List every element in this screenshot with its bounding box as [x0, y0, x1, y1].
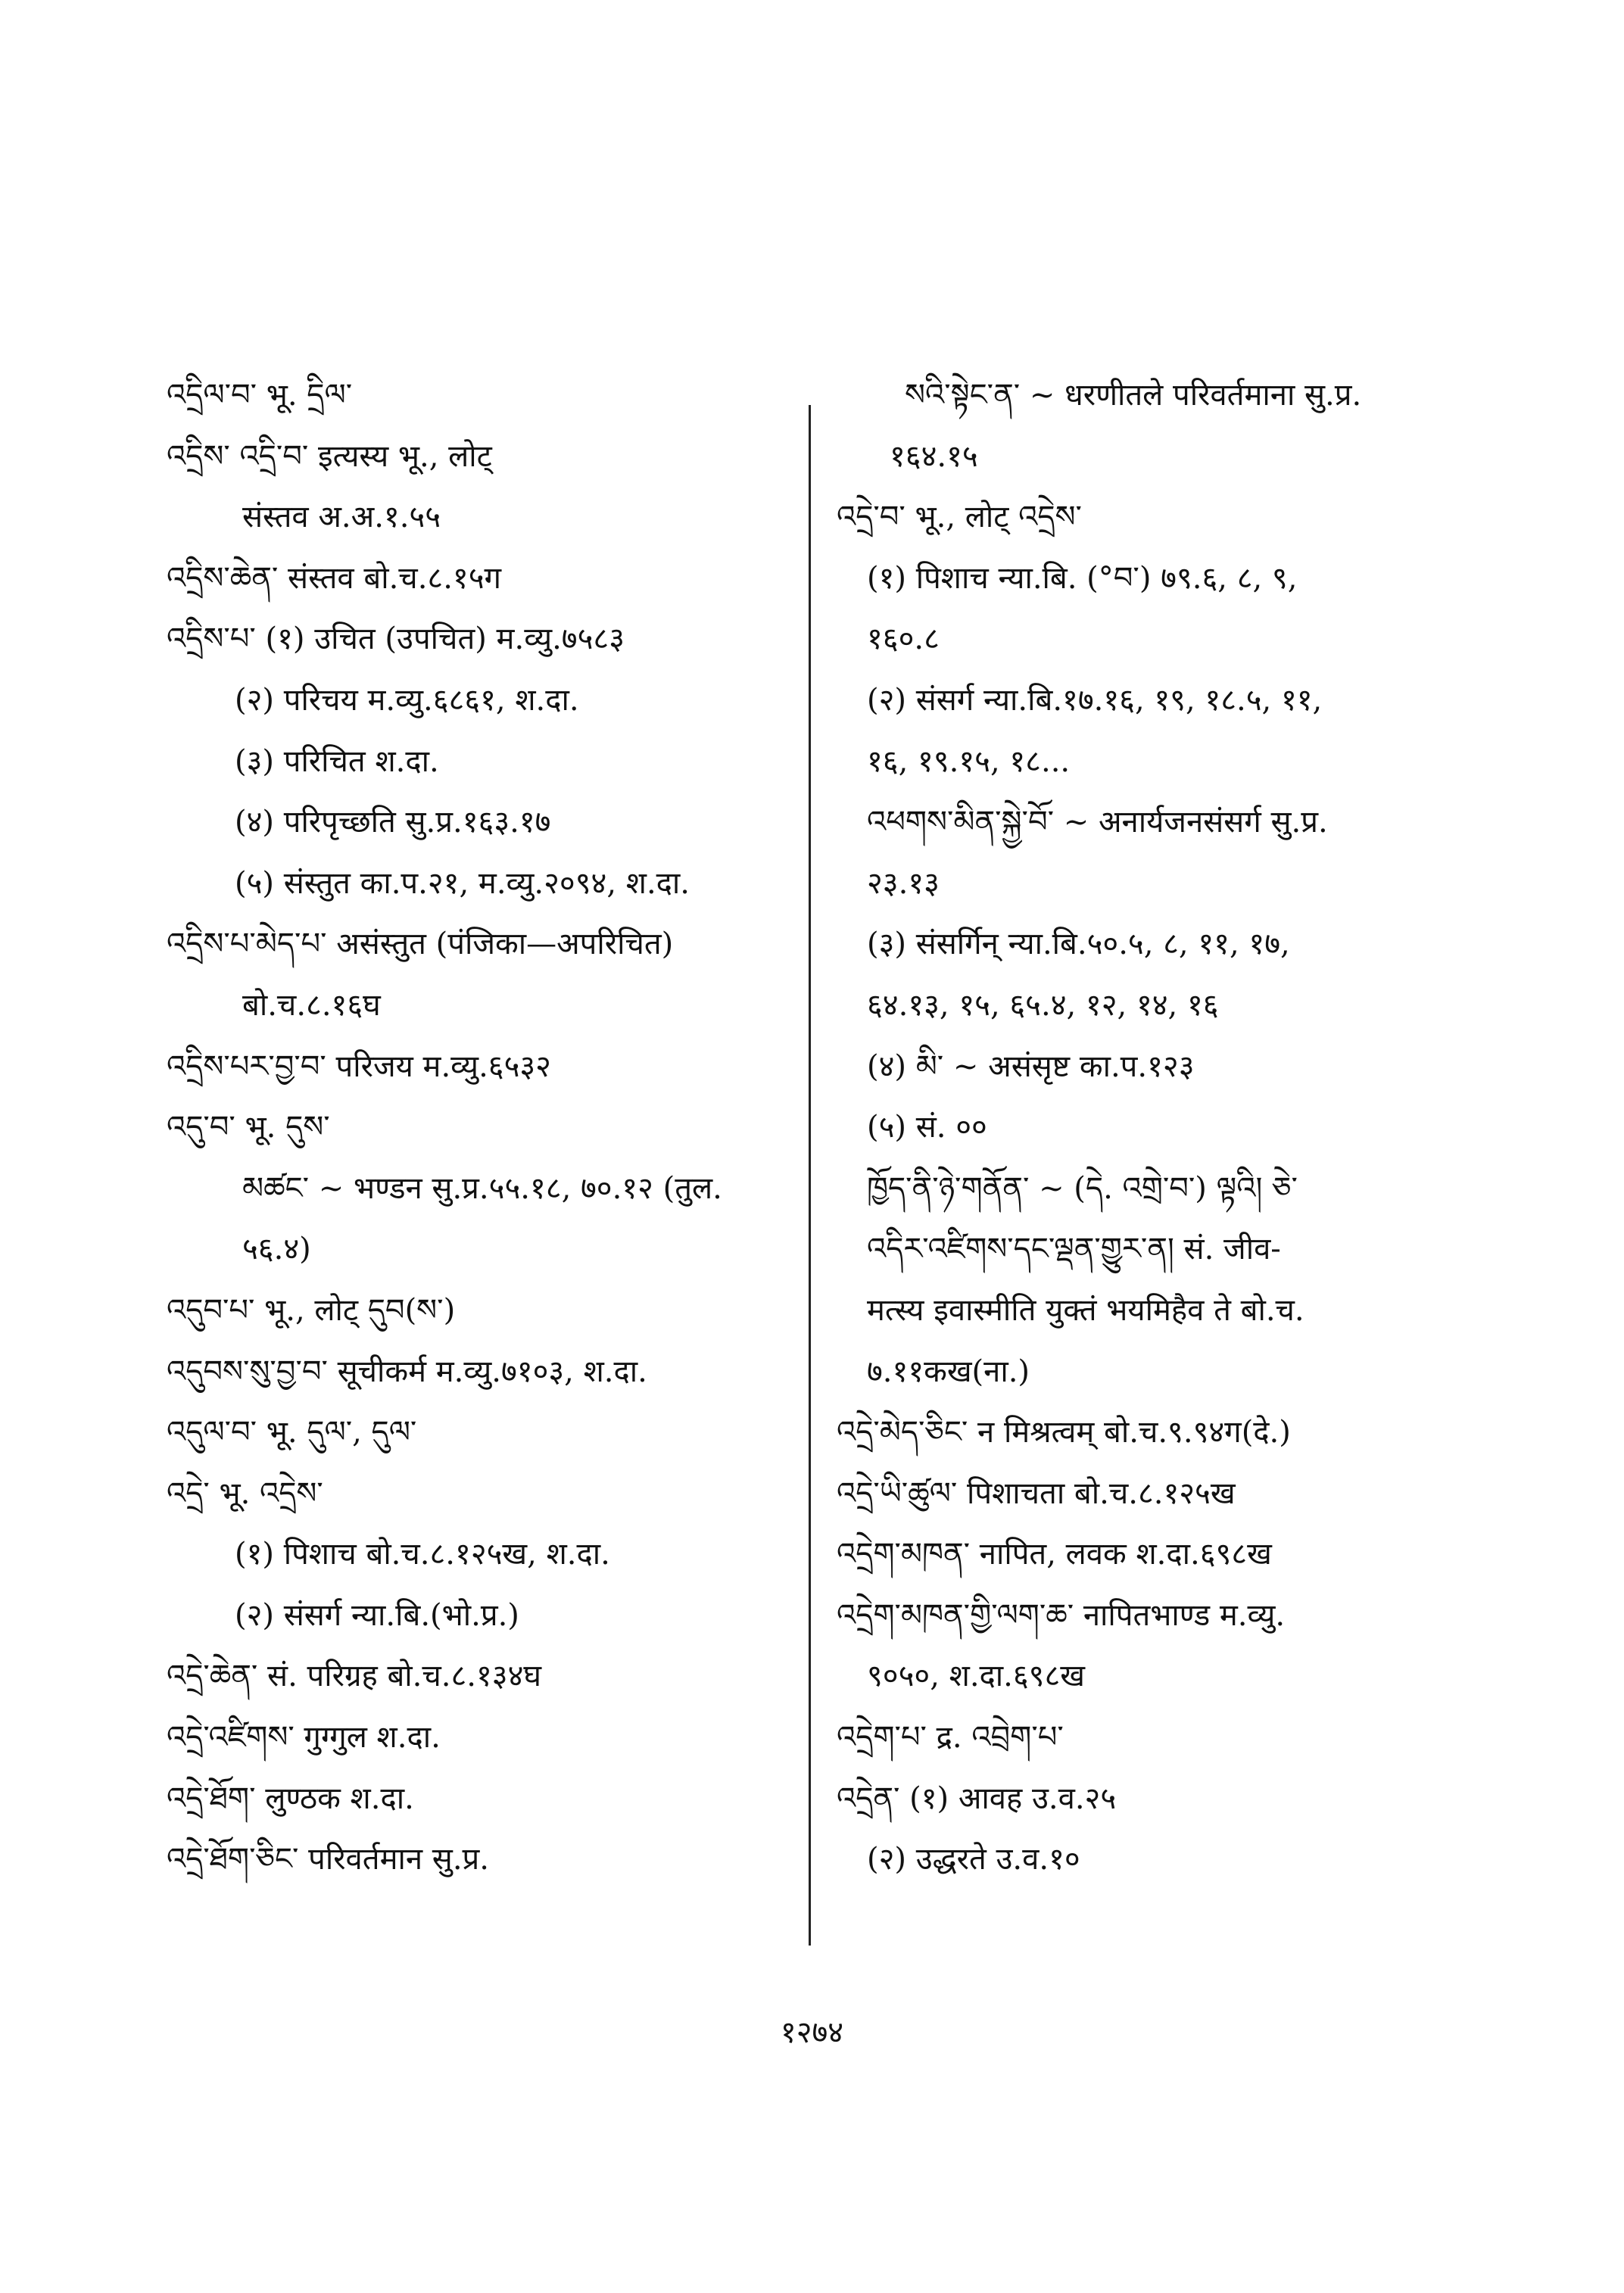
entry-line: (३) संसर्गिन् न्या.बि.५०.५, ८, ११, १७, — [867, 927, 1290, 962]
entry-line: (२) उद्धरते उ.व.१० — [867, 1842, 1080, 1877]
entry-line: འདྲེག་པ་ द्र. འབྲེག་པ་ — [837, 1720, 1064, 1756]
entry-line: འདྲེ་ཐོག་ཅིང་ परिवर्तमान सु.प्र. — [167, 1842, 490, 1877]
entry-line: འདུབས་སུ་བྱ་བ་ सूचीकर्म म.व्यु.७१०३, श.दा. — [167, 1354, 647, 1389]
entry-line: ཁྱོད་ནི་ཉེ་གནོན་ ~ (དེ. འགྲེ་བ་) ལྟའི། ཅེ་ — [867, 1170, 1298, 1206]
entry-line: (४) परिपृच्छति सु.प्र.१६३.१७ — [235, 805, 551, 840]
entry-line: ५६.४) — [242, 1232, 311, 1267]
entry-line: འདྲེ་འཛིགས་ गुग्गुल श.दा. — [167, 1720, 441, 1756]
entry-line: (१) पिशाच बो.च.८.१२५ख, श.दा. — [235, 1537, 610, 1572]
entry-line: १६, १९.१५, १८... — [867, 743, 1071, 779]
entry-line: (३) परिचित श.दा. — [235, 743, 439, 779]
entry-line: འདྲེག་མཁན་ नापित, लवक श.दा.६९८ख — [837, 1537, 1272, 1572]
entry-line: बो.च.८.१६घ — [242, 987, 381, 1023]
entry-line: संस्तव अ.अ.१.५५ — [242, 500, 441, 535]
page-number: १२७४ — [780, 2015, 844, 2050]
entry-line: मत्स्य इवास्मीति युक्तं भयमिहैव ते बो.च. — [867, 1292, 1304, 1328]
entry-line: १६४.१५ — [890, 438, 978, 474]
entry-line: འདུ་བ་ भू. དུས་ — [167, 1110, 330, 1145]
entry-line: འདྲིས་པར་བྱ་བ་ परिजय म.व्यु.६५३२ — [167, 1048, 551, 1084]
entry-line: འདུབ་པ་ भू., लोट् དུབ(ས་) — [167, 1292, 456, 1328]
entry-line: འདྲེ་ཆེན་ सं. परिग्रह बो.च.८.१३४घ — [167, 1659, 542, 1694]
entry-line: (५) संस्तुत का.प.२१, म.व्यु.२०९४, श.दा. — [235, 865, 690, 901]
left-column — [167, 365, 803, 1890]
entry-line: (२) परिचय म.व्यु.६८६१, श.दा. — [235, 682, 579, 718]
entry-line: འཕགས་མིན་སྐྱེ་བོ་ ~ अनार्यजनसंसर्ग सु.प्र. — [867, 805, 1328, 840]
entry-line: ६४.१३, १५, ६५.४, १२, १४, १६ — [867, 987, 1219, 1023]
entry-line: (४) མི་ ~ असंसृष्ट का.प.१२३ — [867, 1048, 1195, 1084]
entry-line: འདྲིས་ འདྲི་བ་ इत्यस्य भू., लोट् — [167, 438, 492, 474]
entry-line: སའི་སྟེང་ན་ ~ धरणीतले परिवर्तमाना सु.प्र. — [905, 378, 1362, 413]
entry-line: འདྲེ་ भू. འདྲེས་ — [167, 1475, 323, 1511]
entry-line: (५) सं. ०० — [867, 1110, 987, 1145]
entry-line: १६०.८ — [867, 622, 940, 657]
entry-line: (२) संसर्ग न्या.बि.१७.१६, १९, १८.५, ११, — [867, 682, 1323, 718]
entry-line: ७.११कख(ना.) — [867, 1354, 1030, 1389]
entry-line: འདྲིལ་བ་ भू. དྲིལ་ — [167, 378, 353, 413]
right-column — [837, 365, 1473, 1890]
entry-line: ९०५०, श.दा.६९८ख — [867, 1659, 1085, 1694]
entry-line: (२) संसर्ग न्या.बि.(भो.प्र.) — [235, 1597, 519, 1633]
entry-line: འདྲེ་བ་ भू., लोट् འདྲེས་ — [837, 500, 1082, 535]
entry-line: འདྲེ་མེད་ཅིང་ न मिश्रत्वम् बो.च.९.९४ग(दे.) — [837, 1415, 1291, 1450]
entry-line: འདིར་འཛིགས་དང་ལྡན་གྱུར་ན། सं. जीव- — [867, 1232, 1281, 1267]
entry-line: འདྲིས་པ་ (१) उचित (उपचित) म.व्यु.७५८३ — [167, 622, 625, 657]
entry-line: (१) पिशाच न्या.बि. (°བ་) ७९.६, ८, ९, — [867, 560, 1298, 596]
entry-line: འདྲེན་ (१) आवह उ.व.२५ — [837, 1781, 1117, 1816]
entry-line: २३.१३ — [867, 865, 940, 901]
entry-line: འདྲིས་པ་མེད་པ་ असंस्तुत (पंजिका—अपरिचित) — [167, 927, 674, 962]
entry-line: མཚང་ ~ भण्डन सु.प्र.५५.१८, ७०.१२ (तुल. — [242, 1170, 722, 1206]
entry-line: འདྲེ་ཡི་ཚུལ་ पिशाचता बो.च.८.१२५ख — [837, 1475, 1236, 1511]
entry-line: འདུལ་བ་ भू. དུལ་, དུལ་ — [167, 1415, 417, 1450]
entry-line: འདྲེ་ཐོག་ लुण्ठक श.दा. — [167, 1781, 414, 1816]
entry-line: འདྲེག་མཁན་གྱི་ལག་ཆ་ नापितभाण्ड म.व्यु. — [837, 1597, 1286, 1633]
entry-line: འདྲིས་ཆེན་ संस्तव बो.च.८.१५ग — [167, 560, 502, 596]
column-divider — [809, 405, 811, 1946]
